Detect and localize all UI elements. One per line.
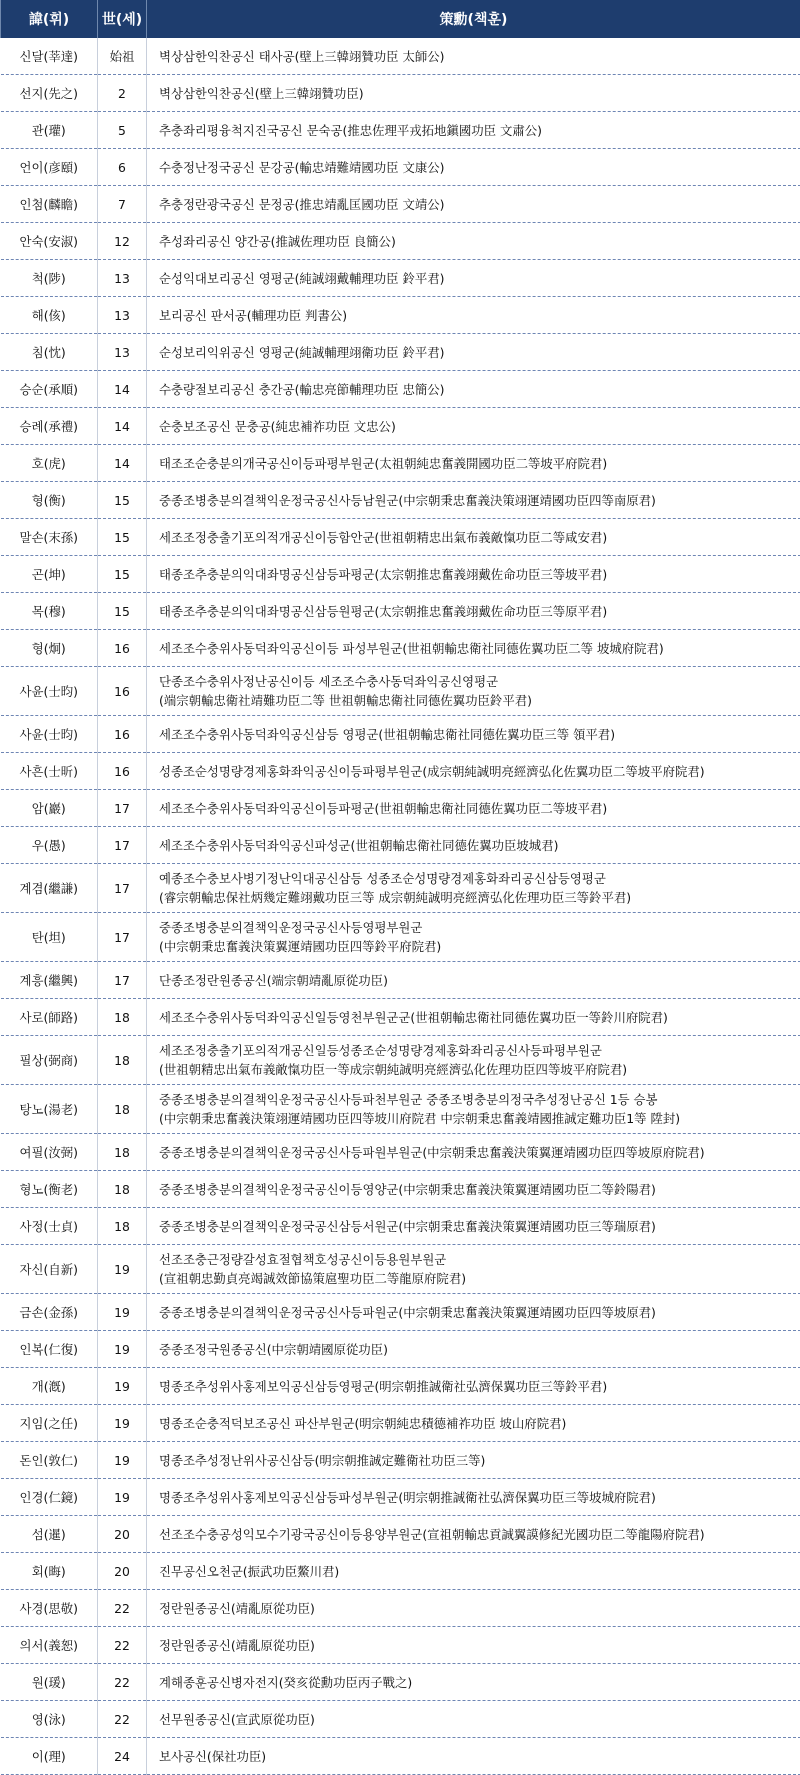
cell-name: 계흥(繼興) (1, 962, 98, 999)
merit-line: 세조조수충위사동덕좌익공신파성군(世祖朝輸忠衛社同德佐翼功臣坡城君) (159, 836, 800, 855)
cell-name: 침(忱) (1, 334, 98, 371)
merit-line: 벽상삼한익찬공신(壁上三韓翊贊功臣) (159, 84, 800, 103)
cell-generation: 18 (98, 1171, 147, 1208)
merit-line: 중종조병충분의결책익운정국공신사등파천부원군 중종조병충분의정국추성정난공신 1등 승봉 (159, 1090, 800, 1109)
header-generation: 世(세) (98, 0, 147, 38)
cell-name: 필상(弼商) (1, 1036, 98, 1085)
merit-line: 선조조수충공성익모수기광국공신이등용양부원군(宣祖朝輸忠貢誠翼謨修紀光國功臣二等龍陽府院君) (159, 1525, 800, 1544)
merit-line: 정란원종공신(靖亂原從功臣) (159, 1599, 800, 1618)
cell-generation: 24 (98, 1738, 147, 1775)
cell-name: 안숙(安淑) (1, 223, 98, 260)
cell-generation: 20 (98, 1516, 147, 1553)
cell-generation: 6 (98, 149, 147, 186)
cell-name: 형(炯) (1, 630, 98, 667)
cell-merit (147, 334, 800, 371)
merit-line: 중종조정국원종공신(中宗朝靖國原從功臣) (159, 1340, 800, 1359)
cell-name: 호(虎) (1, 445, 98, 482)
cell-generation: 13 (98, 297, 147, 334)
merit-line: 계해종훈공신병자전지(癸亥從勳功臣丙子戰之) (159, 1673, 800, 1692)
table-row (1, 223, 800, 260)
cell-name: 섬(暹) (1, 1516, 98, 1553)
merit-line: 수충정난정국공신 문강공(輸忠靖難靖國功臣 文康公) (159, 158, 800, 177)
cell-merit (147, 1442, 800, 1479)
cell-name: 해(侅) (1, 297, 98, 334)
cell-name: 사경(思敬) (1, 1590, 98, 1627)
cell-name: 목(穆) (1, 593, 98, 630)
cell-generation: 16 (98, 753, 147, 790)
table-row (1, 1171, 800, 1208)
cell-merit (147, 999, 800, 1036)
table-row (1, 1208, 800, 1245)
merit-line: 예종조수충보사병기정난익대공신삼등 성종조순성명량경제홍화좌리공신삼등영평군 (159, 869, 800, 888)
cell-merit (147, 556, 800, 593)
cell-merit (147, 864, 800, 913)
cell-generation: 19 (98, 1442, 147, 1479)
cell-merit (147, 1627, 800, 1664)
header-name: 諱(휘) (1, 0, 98, 38)
cell-generation: 15 (98, 519, 147, 556)
table-row (1, 1134, 800, 1171)
cell-generation: 7 (98, 186, 147, 223)
cell-merit (147, 519, 800, 556)
merit-line: 세조조정충출기포의적개공신이등함안군(世祖朝精忠出氣布義敵愾功臣二等咸安君) (159, 528, 800, 547)
cell-name: 승례(承禮) (1, 408, 98, 445)
merit-line: 중종조병충분의결책익운정국공신사등남원군(中宗朝秉忠奮義決策翊運靖國功臣四等南原君) (159, 491, 800, 510)
cell-merit (147, 1134, 800, 1171)
cell-merit (147, 1516, 800, 1553)
cell-generation: 18 (98, 1134, 147, 1171)
cell-name: 의서(義恕) (1, 1627, 98, 1664)
cell-merit (147, 716, 800, 753)
table-row (1, 1479, 800, 1516)
merit-line: 세조조수충위사동덕좌익공신이등파평군(世祖朝輸忠衛社同德佐翼功臣二等坡平君) (159, 799, 800, 818)
merit-line: 보사공신(保社功臣) (159, 1747, 800, 1766)
table-row (1, 149, 800, 186)
cell-merit (147, 186, 800, 223)
cell-name: 금손(金孫) (1, 1294, 98, 1331)
table-row (1, 186, 800, 223)
cell-name: 말손(末孫) (1, 519, 98, 556)
table-row (1, 913, 800, 962)
header-row (1, 0, 800, 38)
cell-generation: 14 (98, 445, 147, 482)
merit-line: 태조조순충분의개국공신이등파평부원군(太祖朝純忠奮義開國功臣二等坡平府院君) (159, 454, 800, 473)
merit-line: (端宗朝輸忠衛社靖難功臣二等 世祖朝輸忠衛社同德佐翼功臣鈴平君) (159, 691, 800, 710)
table-body (1, 38, 800, 1775)
cell-merit (147, 38, 800, 75)
table-row (1, 1627, 800, 1664)
cell-generation: 17 (98, 913, 147, 962)
table-row (1, 593, 800, 630)
table-row (1, 75, 800, 112)
table-row (1, 482, 800, 519)
cell-generation: 18 (98, 1208, 147, 1245)
table-row (1, 1738, 800, 1775)
cell-name: 우(愚) (1, 827, 98, 864)
cell-name: 돈인(敦仁) (1, 1442, 98, 1479)
cell-generation: 14 (98, 371, 147, 408)
table-row (1, 260, 800, 297)
merit-line: 순성보리익위공신 영평군(純誠輔理翊衛功臣 鈴平君) (159, 343, 800, 362)
cell-merit (147, 630, 800, 667)
cell-generation: 2 (98, 75, 147, 112)
cell-merit (147, 1664, 800, 1701)
table-row (1, 38, 800, 75)
merit-line: 추성좌리공신 양간공(推誠佐理功臣 良簡公) (159, 232, 800, 251)
cell-name: 탕노(湯老) (1, 1085, 98, 1134)
merit-line: (睿宗朝輸忠保社炳幾定難翊戴功臣三等 成宗朝純誠明亮經濟弘化佐理功臣三等鈴平君) (159, 888, 800, 907)
cell-merit (147, 1701, 800, 1738)
merit-line: 진무공신오천군(振武功臣鰲川君) (159, 1562, 800, 1581)
table-row (1, 1590, 800, 1627)
merit-line: 성종조순성명량경제홍화좌익공신이등파평부원군(成宗朝純誠明亮經濟弘化佐翼功臣二等坡平府院君) (159, 762, 800, 781)
cell-name: 관(瓘) (1, 112, 98, 149)
cell-name: 신달(莘達) (1, 38, 98, 75)
cell-merit (147, 1368, 800, 1405)
cell-generation: 19 (98, 1368, 147, 1405)
merit-line: 순성익대보리공신 영평군(純誠翊戴輔理功臣 鈴平君) (159, 269, 800, 288)
table-row (1, 1701, 800, 1738)
cell-name: 지임(之任) (1, 1405, 98, 1442)
cell-merit (147, 1171, 800, 1208)
table-row (1, 1405, 800, 1442)
cell-generation: 22 (98, 1701, 147, 1738)
cell-generation: 17 (98, 827, 147, 864)
cell-merit (147, 297, 800, 334)
cell-name: 인첨(麟瞻) (1, 186, 98, 223)
cell-generation: 16 (98, 667, 147, 716)
cell-merit (147, 1479, 800, 1516)
table-row (1, 827, 800, 864)
table-header (1, 0, 800, 38)
merit-line: 세조조수충위사동덕좌익공신일등영천부원군군(世祖朝輸忠衛社同德佐翼功臣一等鈴川府院君) (159, 1008, 800, 1027)
table-row (1, 297, 800, 334)
cell-name: 곤(坤) (1, 556, 98, 593)
merit-line: 명종조순충적덕보조공신 파산부원군(明宗朝純忠積德補祚功臣 坡山府院君) (159, 1414, 800, 1433)
cell-merit (147, 482, 800, 519)
table-row (1, 716, 800, 753)
cell-name: 자신(自新) (1, 1245, 98, 1294)
cell-generation: 19 (98, 1245, 147, 1294)
merit-line: 순충보조공신 문충공(純忠補祚功臣 文忠公) (159, 417, 800, 436)
cell-name: 개(漑) (1, 1368, 98, 1405)
cell-name: 사흔(士昕) (1, 753, 98, 790)
cell-merit (147, 260, 800, 297)
cell-generation: 15 (98, 593, 147, 630)
merit-line: (中宗朝秉忠奮義決策翼運靖國功臣四等鈴平府院君) (159, 937, 800, 956)
header-merit: 策勳(책훈) (147, 0, 800, 38)
table-row (1, 790, 800, 827)
cell-generation: 22 (98, 1590, 147, 1627)
cell-generation: 18 (98, 999, 147, 1036)
cell-generation: 18 (98, 1085, 147, 1134)
cell-merit (147, 1085, 800, 1134)
cell-merit (147, 1590, 800, 1627)
cell-name: 이(理) (1, 1738, 98, 1775)
merit-line: 단종조정란원종공신(端宗朝靖亂原從功臣) (159, 971, 800, 990)
table-row (1, 334, 800, 371)
cell-merit (147, 667, 800, 716)
merit-line: 명종조추성위사홍제보익공신삼등파성부원군(明宗朝推誠衛社弘濟保翼功臣三等坡城府院君) (159, 1488, 800, 1507)
cell-generation: 17 (98, 790, 147, 827)
cell-name: 회(晦) (1, 1553, 98, 1590)
cell-generation: 12 (98, 223, 147, 260)
cell-merit (147, 149, 800, 186)
cell-generation: 16 (98, 716, 147, 753)
table-row (1, 667, 800, 716)
table-row (1, 1085, 800, 1134)
table-row (1, 1664, 800, 1701)
table-row (1, 1245, 800, 1294)
cell-merit (147, 790, 800, 827)
table-row (1, 753, 800, 790)
merit-line: 수충량절보리공신 충간공(輸忠亮節輔理功臣 忠簡公) (159, 380, 800, 399)
cell-generation: 19 (98, 1294, 147, 1331)
cell-generation: 17 (98, 864, 147, 913)
cell-name: 선지(先之) (1, 75, 98, 112)
merit-line: (世祖朝精忠出氣布義敵愾功臣一等成宗朝純誠明亮經濟弘化佐理功臣四等坡平府院君) (159, 1060, 800, 1079)
cell-merit (147, 408, 800, 445)
table-row (1, 962, 800, 999)
table-row (1, 1294, 800, 1331)
cell-generation: 始祖 (98, 38, 147, 75)
cell-generation: 14 (98, 408, 147, 445)
cell-generation: 13 (98, 334, 147, 371)
cell-name: 암(巖) (1, 790, 98, 827)
cell-name: 탄(坦) (1, 913, 98, 962)
cell-merit (147, 962, 800, 999)
cell-merit (147, 753, 800, 790)
merit-line: (宣祖朝忠勤貞亮竭誠效節協策扈聖功臣二等龍原府院君) (159, 1269, 800, 1288)
cell-merit (147, 371, 800, 408)
merit-line: 중종조병충분의결책익운정국공신이등영양군(中宗朝秉忠奮義決策翼運靖國功臣二等鈴陽君) (159, 1180, 800, 1199)
cell-merit (147, 827, 800, 864)
table-row (1, 112, 800, 149)
cell-name: 형(衡) (1, 482, 98, 519)
merit-line: 벽상삼한익찬공신 태사공(壁上三韓翊贊功臣 太師公) (159, 47, 800, 66)
table-row (1, 864, 800, 913)
cell-name: 영(泳) (1, 1701, 98, 1738)
cell-name: 인복(仁復) (1, 1331, 98, 1368)
cell-name: 척(陟) (1, 260, 98, 297)
merit-line: 중종조병충분의결책익운정국공신사등파원군(中宗朝秉忠奮義決策翼運靖國功臣四等坡原君) (159, 1303, 800, 1322)
merit-line: (中宗朝秉忠奮義決策翊運靖國功臣四等坡川府院君 中宗朝秉忠奮義靖國推誠定難功臣1等 陞封) (159, 1109, 800, 1128)
cell-generation: 15 (98, 556, 147, 593)
cell-merit (147, 223, 800, 260)
cell-merit (147, 112, 800, 149)
merit-line: 정란원종공신(靖亂原從功臣) (159, 1636, 800, 1655)
merit-line: 태종조추충분의익대좌명공신삼등원평군(太宗朝推忠奮義翊戴佐命功臣三等原平君) (159, 602, 800, 621)
table-row (1, 1368, 800, 1405)
cell-generation: 22 (98, 1627, 147, 1664)
table-row (1, 630, 800, 667)
cell-name: 인경(仁鏡) (1, 1479, 98, 1516)
table-row (1, 519, 800, 556)
cell-merit (147, 1294, 800, 1331)
cell-merit (147, 1245, 800, 1294)
cell-generation: 13 (98, 260, 147, 297)
cell-generation: 16 (98, 630, 147, 667)
cell-name: 여필(汝弼) (1, 1134, 98, 1171)
merit-line: 명종조추성정난위사공신삼등(明宗朝推誠定難衛社功臣三等) (159, 1451, 800, 1470)
cell-name: 계겸(繼謙) (1, 864, 98, 913)
merit-line: 세조조정충출기포의적개공신일등성종조순성명량경제홍화좌리공신사등파평부원군 (159, 1041, 800, 1060)
cell-merit (147, 913, 800, 962)
merit-line: 추충좌리평융척지진국공신 문숙공(推忠佐理平戎拓地鎭國功臣 文肅公) (159, 121, 800, 140)
merit-line: 중종조병충분의결책익운정국공신사등파원부원군(中宗朝秉忠奮義決策翼運靖國功臣四等坡原府院君) (159, 1143, 800, 1162)
cell-name: 사윤(士昀) (1, 667, 98, 716)
cell-name: 사윤(士昀) (1, 716, 98, 753)
cell-generation: 17 (98, 962, 147, 999)
merit-line: 중종조병충분의결책익운정국공신사등영평부원군 (159, 918, 800, 937)
cell-generation: 20 (98, 1553, 147, 1590)
merit-line: 명종조추성위사홍제보익공신삼등영평군(明宗朝推誠衛社弘濟保翼功臣三等鈴平君) (159, 1377, 800, 1396)
cell-merit (147, 1208, 800, 1245)
cell-name: 사로(師路) (1, 999, 98, 1036)
table-row (1, 1036, 800, 1085)
cell-generation: 5 (98, 112, 147, 149)
cell-name: 승순(承順) (1, 371, 98, 408)
cell-generation: 15 (98, 482, 147, 519)
cell-generation: 22 (98, 1664, 147, 1701)
merit-line: 선조조충근정량갈성효절협책호성공신이등용원부원군 (159, 1250, 800, 1269)
merit-line: 추충정란광국공신 문정공(推忠靖亂匡國功臣 文靖公) (159, 195, 800, 214)
merit-line: 세조조수충위사동덕좌익공신삼등 영평군(世祖朝輸忠衛社同德佐翼功臣三等 領平君) (159, 725, 800, 744)
table-row (1, 1442, 800, 1479)
table-row (1, 1516, 800, 1553)
merit-line: 단종조수충위사정난공신이등 세조조수충사동덕좌익공신영평군 (159, 672, 800, 691)
table-row (1, 1553, 800, 1590)
cell-name: 형노(衡老) (1, 1171, 98, 1208)
table-row (1, 556, 800, 593)
table-row (1, 1331, 800, 1368)
cell-name: 사정(士貞) (1, 1208, 98, 1245)
cell-name: 언이(彦頤) (1, 149, 98, 186)
cell-merit (147, 75, 800, 112)
table-row (1, 445, 800, 482)
cell-generation: 18 (98, 1036, 147, 1085)
cell-merit (147, 1738, 800, 1775)
merit-line: 선무원종공신(宣武原從功臣) (159, 1710, 800, 1729)
table-row (1, 999, 800, 1036)
cell-merit (147, 1405, 800, 1442)
cell-merit (147, 1036, 800, 1085)
table-row (1, 371, 800, 408)
cell-name: 원(瑗) (1, 1664, 98, 1701)
merit-line: 태종조추충분의익대좌명공신삼등파평군(太宗朝推忠奮義翊戴佐命功臣三等坡平君) (159, 565, 800, 584)
cell-merit (147, 593, 800, 630)
cell-generation: 19 (98, 1405, 147, 1442)
cell-generation: 19 (98, 1479, 147, 1516)
merit-line: 중종조병충분의결책익운정국공신삼등서원군(中宗朝秉忠奮義決策翼運靖國功臣三等瑞原君) (159, 1217, 800, 1236)
table-row (1, 408, 800, 445)
cell-generation: 19 (98, 1331, 147, 1368)
merit-line: 세조조수충위사동덕좌익공신이등 파성부원군(世祖朝輸忠衛社同德佐翼功臣二等 坡城府院君) (159, 639, 800, 658)
merit-line: 보리공신 판서공(輔理功臣 判書公) (159, 306, 800, 325)
cell-merit (147, 1553, 800, 1590)
cell-merit (147, 445, 800, 482)
cell-merit (147, 1331, 800, 1368)
